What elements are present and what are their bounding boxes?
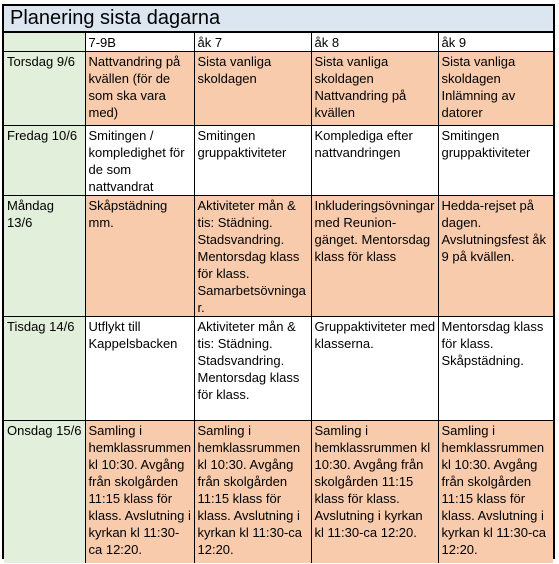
table-cell[interactable]: Gruppaktiviteter med klasserna. xyxy=(311,317,438,421)
day-cell[interactable]: Måndag 13/6 xyxy=(4,196,85,317)
table-cell[interactable]: Sista vanliga skoldagen xyxy=(194,52,311,126)
day-cell[interactable]: Fredag 10/6 xyxy=(4,126,85,196)
day-cell[interactable]: Torsdag 9/6 xyxy=(4,52,85,126)
header-cell-ak8[interactable]: åk 8 xyxy=(311,33,438,52)
header-cell-ak7[interactable]: åk 7 xyxy=(194,33,311,52)
table-row xyxy=(4,421,553,563)
table-cell[interactable]: Sista vanliga skoldagen Nattvandring på kvällen xyxy=(311,52,438,126)
table-cell[interactable]: Utflykt till Kappelsbacken xyxy=(85,317,194,421)
schedule-frame xyxy=(2,4,555,559)
table-cell[interactable]: Aktiviteter mån & tis: Städning. Stadsvandring. Mentorsdag klass för klass. Samarbetsövningar. xyxy=(194,196,311,317)
table-cell[interactable]: Skåpstädning mm. xyxy=(85,196,194,317)
header-cell-7-9b[interactable]: 7-9B xyxy=(85,33,194,52)
table-cell[interactable]: Smitingen gruppaktiviteter xyxy=(194,126,311,196)
day-cell[interactable]: Onsdag 15/6 xyxy=(4,421,85,563)
table-cell[interactable]: Samling i hemklassrummen kl 10:30. Avgång från skolgården 11:15 klass för klass. Avslutning i kyrkan kl 11:30-ca 12:20. xyxy=(311,421,438,563)
table-cell[interactable]: Samling i hemklassrummen kl 10:30. Avgång från skolgården 11:15 klass för klass. Avslutning i kyrkan kl 11:30-ca 12:20. xyxy=(194,421,311,563)
table-row xyxy=(4,317,553,421)
day-cell[interactable]: Tisdag 14/6 xyxy=(4,317,85,421)
table-cell[interactable]: Samling i hemklassrummen kl 10:30. Avgång från skolgården 11:15 klass för klass. Avslutning i kyrkan kl 11:30-ca 12:20. xyxy=(438,421,553,563)
table-cell[interactable]: Nattvandring på kvällen (för de som ska vara med) xyxy=(85,52,194,126)
table-row xyxy=(4,126,553,196)
table-cell[interactable]: Kompledigа efter nattvandringen xyxy=(311,126,438,196)
schedule-table xyxy=(4,33,553,563)
table-cell[interactable]: Smitingen / kompledighet för de som nattvandrat xyxy=(85,126,194,196)
table-cell[interactable]: Samling i hemklassrummen kl 10:30. Avgång från skolgården 11:15 klass för klass. Avslutning i kyrkan kl 11:30-ca 12:20. xyxy=(85,421,194,563)
table-cell[interactable]: Aktiviteter mån & tis: Städning. Stadsvandring. Mentorsdag klass för klass. xyxy=(194,317,311,421)
header-cell-ak9[interactable]: åk 9 xyxy=(438,33,553,52)
page-title[interactable]: Planering sista dagarna xyxy=(4,6,553,33)
table-cell[interactable]: Sista vanliga skoldagen Inlämning av datorer xyxy=(438,52,553,126)
table-cell[interactable]: Mentorsdag klass för klass. Skåpstädning. xyxy=(438,317,553,421)
table-cell[interactable]: Hedda-rejset på dagen. Avslutningsfest åk 9 på kvällen. xyxy=(438,196,553,317)
table-row xyxy=(4,196,553,317)
table-row xyxy=(4,52,553,126)
header-row xyxy=(4,33,553,52)
table-cell[interactable]: Inkluderingsövningar med Reunion-gänget. Mentorsdag klass för klass xyxy=(311,196,438,317)
header-cell-corner[interactable] xyxy=(4,33,85,52)
table-cell[interactable]: Smitingen gruppaktiviteter xyxy=(438,126,553,196)
